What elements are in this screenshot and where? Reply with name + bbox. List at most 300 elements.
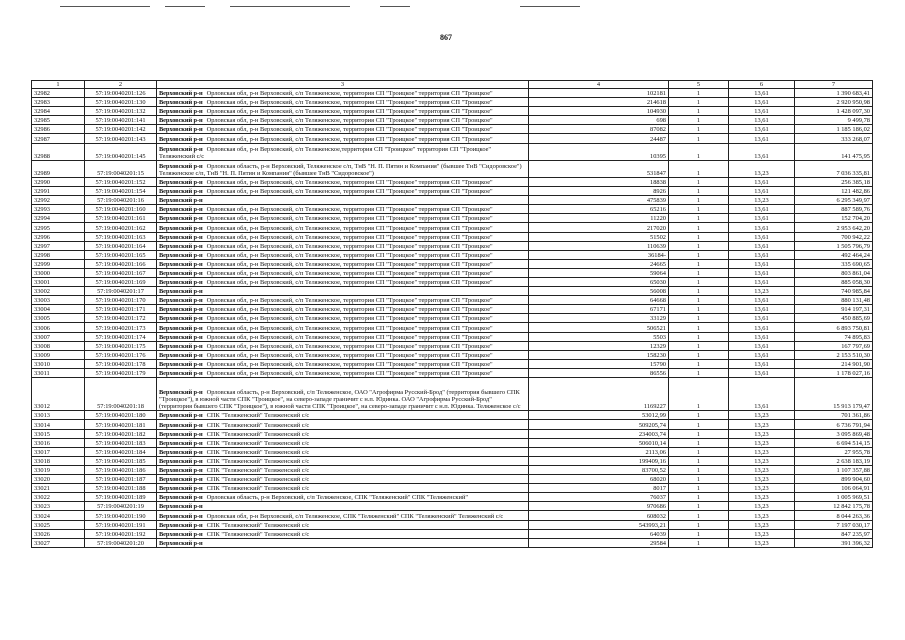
table-row <box>32 116 873 125</box>
row-number: 33007 <box>32 332 85 341</box>
area-value: 76037 <box>529 493 669 502</box>
table-row <box>32 134 873 143</box>
address-cell <box>157 538 529 547</box>
rate-value: 13,23 <box>729 493 795 502</box>
row-number: 33012 <box>32 378 85 411</box>
table-row <box>32 420 873 429</box>
count-value: 1 <box>669 511 729 520</box>
cost-value: 167 797,69 <box>795 341 873 350</box>
table-row <box>32 538 873 547</box>
address-cell <box>157 160 529 177</box>
count-value: 1 <box>669 277 729 286</box>
address-text: СПК "Теляженский" Теляженский с/с <box>206 448 310 456</box>
area-value: 29584 <box>529 538 669 547</box>
cadastral-number: 57:19:0040201:16 <box>85 196 157 205</box>
district-name: Верховский р-н <box>159 503 203 511</box>
row-number: 33019 <box>32 465 85 474</box>
cost-value: 885 058,30 <box>795 277 873 286</box>
cadastral-number: 57:19:0040201:18 <box>85 378 157 411</box>
area-value: 64668 <box>529 296 669 305</box>
row-number: 33006 <box>32 323 85 332</box>
table-row <box>32 160 873 177</box>
cadastral-number: 57:19:0040201:175 <box>85 341 157 350</box>
row-number: 32986 <box>32 125 85 134</box>
count-value: 1 <box>669 502 729 511</box>
cadastral-number: 57:19:0040201:189 <box>85 493 157 502</box>
cadastral-number: 57:19:0040201:169 <box>85 277 157 286</box>
address-cell <box>157 177 529 186</box>
table-row <box>32 429 873 438</box>
cadastral-number: 57:19:0040201:143 <box>85 134 157 143</box>
district-name: Верховский р-н <box>159 333 203 341</box>
area-value: 65216 <box>529 205 669 214</box>
area-value: 475839 <box>529 196 669 205</box>
address-text: Орловская обл, р-н Верховский, с/п Теляженское, территория СП "Троицкое" территория СП "Троицкое" <box>206 315 493 323</box>
address-text: Орловская обл, р-н Верховский, с/п Теляженское, территория СП "Троицкое" территория СП "Троицкое" <box>206 224 493 232</box>
count-value: 1 <box>669 134 729 143</box>
cost-value: 2 638 183,19 <box>795 456 873 465</box>
table-row <box>32 529 873 538</box>
address-text: Орловская область, р-н Верховский, с/п Теляженское, ОАО "Агрофирма Русский-Брод" (территория бывшего СПК "Троицкое"), в южной части СПК "Троицкое", на северо-западе граничит с н.п. Юдинка. ОАО "Агрофирма Русский-Брод" (территория бывшего СПК "Троицкое"), в южной части СПК "Троицкое", на северо-западе граничит с н.п. Юдинка. Теляженское с/с <box>159 389 521 411</box>
column-header: 6 <box>729 81 795 89</box>
cadastral-number: 57:19:0040201:126 <box>85 89 157 98</box>
address-text: Орловская обл, р-н Верховский, с/п Теляженское, территория СП "Троицкое" территория СП "Троицкое" <box>206 215 493 223</box>
cost-value: 333 268,07 <box>795 134 873 143</box>
address-cell <box>157 411 529 420</box>
area-value: 214618 <box>529 98 669 107</box>
district-name: Верховский р-н <box>159 224 203 232</box>
table-row <box>32 493 873 502</box>
count-value: 1 <box>669 359 729 368</box>
count-value: 1 <box>669 447 729 456</box>
row-number: 33026 <box>32 529 85 538</box>
cost-value: 1 390 683,41 <box>795 89 873 98</box>
table-row <box>32 259 873 268</box>
table-row <box>32 447 873 456</box>
address-cell <box>157 493 529 502</box>
address-text: Орловская обл, р-н Верховский, с/п Теляженское, территория СП "Троицкое" территория СП "Троицкое" <box>206 108 493 116</box>
rate-value: 13,61 <box>729 187 795 196</box>
row-number: 32993 <box>32 205 85 214</box>
district-name: Верховский р-н <box>159 439 203 447</box>
row-number: 33017 <box>32 447 85 456</box>
count-value: 1 <box>669 89 729 98</box>
count-value: 1 <box>669 214 729 223</box>
address-text: Орловская обл, р-н Верховский, с/п Теляженское, территория СП "Троицкое" территория СП "Троицкое" <box>206 360 493 368</box>
count-value: 1 <box>669 529 729 538</box>
address-cell <box>157 125 529 134</box>
rate-value: 13,61 <box>729 143 795 160</box>
cost-value: 899 904,60 <box>795 475 873 484</box>
cadastral-number: 57:19:0040201:132 <box>85 107 157 116</box>
address-cell <box>157 259 529 268</box>
area-value: 608032 <box>529 511 669 520</box>
column-header: 7 <box>795 81 873 89</box>
rate-value: 13,23 <box>729 411 795 420</box>
row-number: 32989 <box>32 160 85 177</box>
address-cell <box>157 89 529 98</box>
address-cell <box>157 323 529 332</box>
area-value: 86556 <box>529 368 669 377</box>
address-text: Орловская обл, р-н Верховский, с/п Теляженское, СПК "Теляженский" СПК "Теляженский" Теляженский с/с <box>206 512 504 520</box>
address-cell <box>157 465 529 474</box>
rate-value: 13,23 <box>729 465 795 474</box>
area-value: 24487 <box>529 134 669 143</box>
address-cell <box>157 359 529 368</box>
row-number: 33002 <box>32 287 85 296</box>
count-value: 1 <box>669 350 729 359</box>
address-cell <box>157 268 529 277</box>
count-value: 1 <box>669 241 729 250</box>
cost-value: 1 185 186,02 <box>795 125 873 134</box>
cost-value: 15 913 179,47 <box>795 378 873 411</box>
cadastral-number: 57:19:0040201:187 <box>85 475 157 484</box>
count-value: 1 <box>669 305 729 314</box>
column-header: 2 <box>85 81 157 89</box>
cadastral-number: 57:19:0040201:141 <box>85 116 157 125</box>
district-name: Верховский р-н <box>159 260 203 268</box>
address-cell <box>157 456 529 465</box>
area-value: 506010,14 <box>529 438 669 447</box>
table-row <box>32 368 873 377</box>
address-cell <box>157 296 529 305</box>
table-row <box>32 125 873 134</box>
district-name: Верховский р-н <box>159 279 203 287</box>
count-value: 1 <box>669 232 729 241</box>
cadastral-number: 57:19:0040201:170 <box>85 296 157 305</box>
rate-value: 13,61 <box>729 378 795 411</box>
count-value: 1 <box>669 456 729 465</box>
row-number: 33001 <box>32 277 85 286</box>
rate-value: 13,61 <box>729 259 795 268</box>
row-number: 32998 <box>32 250 85 259</box>
area-value: 698 <box>529 116 669 125</box>
address-cell <box>157 529 529 538</box>
address-text: СПК "Теляженский" Теляженский с/с <box>206 467 310 475</box>
table-row <box>32 177 873 186</box>
count-value: 1 <box>669 223 729 232</box>
count-value: 1 <box>669 296 729 305</box>
row-number: 32995 <box>32 223 85 232</box>
address-text: Орловская область, р-н Верховский, с/п Теляженское, СПК "Теляженский" СПК "Теляженский" <box>206 494 468 502</box>
address-cell <box>157 378 529 411</box>
cost-value: 740 985,84 <box>795 287 873 296</box>
table-row <box>32 438 873 447</box>
count-value: 1 <box>669 438 729 447</box>
address-text: Орловская обл, р-н Верховский, с/п Теляженское, территория СП "Троицкое" территория СП "Троицкое" <box>206 188 493 196</box>
address-text: Орловская обл, р-н Верховский, с/п Теляженское, территория СП "Троицкое" территория СП "Троицкое" <box>206 242 493 250</box>
district-name: Верховский р-н <box>159 288 203 296</box>
address-cell <box>157 305 529 314</box>
table-row <box>32 241 873 250</box>
count-value: 1 <box>669 196 729 205</box>
district-name: Верховский р-н <box>159 370 203 377</box>
area-value: 110639 <box>529 241 669 250</box>
district-name: Верховский р-н <box>159 421 203 429</box>
district-name: Верховский р-н <box>159 342 203 350</box>
count-value: 1 <box>669 107 729 116</box>
table-row <box>32 214 873 223</box>
table-row <box>32 268 873 277</box>
row-number: 33004 <box>32 305 85 314</box>
address-cell <box>157 475 529 484</box>
area-value: 970686 <box>529 502 669 511</box>
cadastral-number: 57:19:0040201:161 <box>85 214 157 223</box>
address-text: Орловская обл, р-н Верховский, с/п Теляженское, территория СП "Троицкое" территория СП "Троицкое" <box>206 269 493 277</box>
cost-value: 7 197 030,17 <box>795 520 873 529</box>
count-value: 1 <box>669 259 729 268</box>
district-name: Верховский р-н <box>159 412 203 420</box>
district-name: Верховский р-н <box>159 269 203 277</box>
row-number: 33016 <box>32 438 85 447</box>
area-value: 10395 <box>529 143 669 160</box>
address-cell <box>157 232 529 241</box>
rate-value: 13,61 <box>729 268 795 277</box>
count-value: 1 <box>669 332 729 341</box>
district-name: Верховский р-н <box>159 117 203 125</box>
address-text: Орловская обл, р-н Верховский, с/п Теляженское,территория СП "Троицкое" территория СП "Троицкое" Теляженский с/с <box>159 145 492 160</box>
rate-value: 13,23 <box>729 196 795 205</box>
table-row <box>32 98 873 107</box>
address-text: Орловская обл, р-н Верховский, с/п Теляженское, территория СП "Троицкое" территория СП "Троицкое" <box>206 99 493 107</box>
cost-value: 887 589,76 <box>795 205 873 214</box>
district-name: Верховский р-н <box>159 448 203 456</box>
cost-value: 492 464,24 <box>795 250 873 259</box>
address-cell <box>157 277 529 286</box>
district-name: Верховский р-н <box>159 99 203 107</box>
address-text: Орловская обл, р-н Верховский, с/п Теляженское, территория СП "Троицкое" территория СП "Троицкое" <box>206 90 493 98</box>
cost-value: 701 361,86 <box>795 411 873 420</box>
row-number: 33005 <box>32 314 85 323</box>
rate-value: 13,61 <box>729 177 795 186</box>
area-value: 1169227 <box>529 378 669 411</box>
row-number: 33027 <box>32 538 85 547</box>
rate-value: 13,23 <box>729 520 795 529</box>
area-value: 53012,99 <box>529 411 669 420</box>
cost-value: 6 736 791,94 <box>795 420 873 429</box>
table-row <box>32 359 873 368</box>
rate-value: 13,23 <box>729 456 795 465</box>
rate-value: 13,23 <box>729 447 795 456</box>
area-value: 56008 <box>529 287 669 296</box>
row-number: 33000 <box>32 268 85 277</box>
count-value: 1 <box>669 314 729 323</box>
cadastral-number: 57:19:0040201:192 <box>85 529 157 538</box>
address-text: Орловская обл, р-н Верховский, с/п Теляженское, территория СП "Троицкое" территория СП "Троицкое" <box>206 306 493 314</box>
address-text: Орловская обл, р-н Верховский, с/п Теляженское, территория СП "Троицкое" территория СП "Троицкое" <box>206 233 493 241</box>
rate-value: 13,23 <box>729 484 795 493</box>
count-value: 1 <box>669 420 729 429</box>
rate-value: 13,61 <box>729 98 795 107</box>
address-cell <box>157 438 529 447</box>
count-value: 1 <box>669 493 729 502</box>
cadastral-number: 57:19:0040201:182 <box>85 429 157 438</box>
address-cell <box>157 143 529 160</box>
address-text: СПК "Теляженский" Теляженский с/с <box>206 485 310 493</box>
area-value: 104930 <box>529 107 669 116</box>
rate-value: 13,61 <box>729 116 795 125</box>
address-text: СПК "Теляженский" Теляженский с/с <box>206 530 310 538</box>
cost-value: 106 064,91 <box>795 484 873 493</box>
address-text: Орловская обл, р-н Верховский, с/п Теляженское, территория СП "Троицкое" территория СП "Троицкое" <box>206 179 493 187</box>
address-cell <box>157 223 529 232</box>
table-row <box>32 484 873 493</box>
count-value: 1 <box>669 378 729 411</box>
address-cell <box>157 502 529 511</box>
count-value: 1 <box>669 341 729 350</box>
cadastral-number: 57:19:0040201:160 <box>85 205 157 214</box>
row-number: 32994 <box>32 214 85 223</box>
count-value: 1 <box>669 250 729 259</box>
land-plots-table <box>31 80 873 548</box>
area-value: 234003,74 <box>529 429 669 438</box>
address-text: СПК "Теляженский" Теляженский с/с <box>206 439 310 447</box>
count-value: 1 <box>669 368 729 377</box>
cadastral-number: 57:19:0040201:176 <box>85 350 157 359</box>
area-value: 87082 <box>529 125 669 134</box>
cadastral-number: 57:19:0040201:152 <box>85 177 157 186</box>
table-row <box>32 232 873 241</box>
table-row <box>32 350 873 359</box>
cost-value: 391 396,32 <box>795 538 873 547</box>
district-name: Верховский р-н <box>159 351 203 359</box>
district-name: Верховский р-н <box>159 324 203 332</box>
cadastral-number: 57:19:0040201:184 <box>85 447 157 456</box>
count-value: 1 <box>669 411 729 420</box>
address-text: СПК "Теляженский" Теляженский с/с <box>206 521 310 529</box>
table-row <box>32 520 873 529</box>
table-row <box>32 287 873 296</box>
row-number: 33013 <box>32 411 85 420</box>
rate-value: 13,61 <box>729 250 795 259</box>
district-name: Верховский р-н <box>159 90 203 98</box>
column-header: 3 <box>157 81 529 89</box>
cost-value: 1 505 796,79 <box>795 241 873 250</box>
area-value: 509205,74 <box>529 420 669 429</box>
district-name: Верховский р-н <box>159 126 203 134</box>
row-number: 33021 <box>32 484 85 493</box>
rate-value: 13,23 <box>729 511 795 520</box>
district-name: Верховский р-н <box>159 512 203 520</box>
cost-value: 7 036 335,81 <box>795 160 873 177</box>
cadastral-number: 57:19:0040201:171 <box>85 305 157 314</box>
table-row <box>32 314 873 323</box>
cadastral-number: 57:19:0040201:186 <box>85 465 157 474</box>
rate-value: 13,23 <box>729 538 795 547</box>
cadastral-number: 57:19:0040201:178 <box>85 359 157 368</box>
district-name: Верховский р-н <box>159 162 203 170</box>
district-name: Верховский р-н <box>159 530 203 538</box>
cost-value: 6 694 514,15 <box>795 438 873 447</box>
rate-value: 13,23 <box>729 475 795 484</box>
cadastral-number: 57:19:0040201:172 <box>85 314 157 323</box>
row-number: 33022 <box>32 493 85 502</box>
district-name: Верховский р-н <box>159 197 203 205</box>
rate-value: 13,61 <box>729 277 795 286</box>
district-name: Верховский р-н <box>159 135 203 143</box>
rate-value: 13,23 <box>729 438 795 447</box>
count-value: 1 <box>669 465 729 474</box>
cost-value: 3 095 869,48 <box>795 429 873 438</box>
count-value: 1 <box>669 538 729 547</box>
row-number: 32984 <box>32 107 85 116</box>
rate-value: 13,61 <box>729 89 795 98</box>
cadastral-number: 57:19:0040201:166 <box>85 259 157 268</box>
table-row <box>32 332 873 341</box>
cadastral-number: 57:19:0040201:145 <box>85 143 157 160</box>
address-text: Орловская обл, р-н Верховский, с/п Теляженское, территория СП "Троицкое" территория СП "Троицкое" <box>206 370 493 377</box>
district-name: Верховский р-н <box>159 521 203 529</box>
cost-value: 880 131,48 <box>795 296 873 305</box>
cost-value: 335 690,65 <box>795 259 873 268</box>
cadastral-number: 57:19:0040201:15 <box>85 160 157 177</box>
district-name: Верховский р-н <box>159 476 203 484</box>
cost-value: 12 842 175,78 <box>795 502 873 511</box>
count-value: 1 <box>669 287 729 296</box>
area-value: 51502 <box>529 232 669 241</box>
district-name: Верховский р-н <box>159 360 203 368</box>
row-number: 33010 <box>32 359 85 368</box>
address-text: СПК "Теляженский" Теляженский с/с <box>206 476 310 484</box>
rate-value: 13,61 <box>729 107 795 116</box>
cost-value: 27 955,78 <box>795 447 873 456</box>
cost-value: 6 295 349,97 <box>795 196 873 205</box>
row-number: 32997 <box>32 241 85 250</box>
area-value: 5503 <box>529 332 669 341</box>
column-header: 1 <box>32 81 85 89</box>
cadastral-number: 57:19:0040201:179 <box>85 368 157 377</box>
address-text: Орловская обл, р-н Верховский, с/п Теляженское, территория СП "Троицкое" территория СП "Троицкое" <box>206 117 493 125</box>
count-value: 1 <box>669 187 729 196</box>
district-name: Верховский р-н <box>159 539 203 547</box>
area-value: 68020 <box>529 475 669 484</box>
cadastral-number: 57:19:0040201:190 <box>85 511 157 520</box>
address-cell <box>157 250 529 259</box>
row-number: 32987 <box>32 134 85 143</box>
count-value: 1 <box>669 429 729 438</box>
address-text: СПК "Теляженский" Теляженский с/с <box>206 457 310 465</box>
cadastral-number: 57:19:0040201:142 <box>85 125 157 134</box>
district-name: Верховский р-н <box>159 315 203 323</box>
count-value: 1 <box>669 98 729 107</box>
address-text: Орловская область, р-н Верховский, Теляженское с/п, ТнВ "Н. П. Пятин и Компания" (бывшее ТнВ "Сидоровское") Теляженское с/п, ТнВ "Н. П. Пятин и Компания" (бывшее ТнВ "Сидоровское") <box>159 162 522 177</box>
count-value: 1 <box>669 177 729 186</box>
row-number: 32999 <box>32 259 85 268</box>
table-row <box>32 341 873 350</box>
rate-value: 13,61 <box>729 232 795 241</box>
row-number: 32982 <box>32 89 85 98</box>
cadastral-number: 57:19:0040201:154 <box>85 187 157 196</box>
cadastral-number: 57:19:0040201:191 <box>85 520 157 529</box>
cost-value: 847 235,97 <box>795 529 873 538</box>
area-value: 531847 <box>529 160 669 177</box>
row-number: 33020 <box>32 475 85 484</box>
cadastral-number: 57:19:0040201:181 <box>85 420 157 429</box>
address-cell <box>157 520 529 529</box>
row-number: 33015 <box>32 429 85 438</box>
row-number: 32990 <box>32 177 85 186</box>
address-cell <box>157 350 529 359</box>
address-text: Орловская обл, р-н Верховский, с/п Теляженское, территория СП "Троицкое" территория СП "Троицкое" <box>206 251 493 259</box>
row-number: 33025 <box>32 520 85 529</box>
cadastral-number: 57:19:0040201:183 <box>85 438 157 447</box>
district-name: Верховский р-н <box>159 188 203 196</box>
cost-value: 1 107 357,88 <box>795 465 873 474</box>
table-row <box>32 223 873 232</box>
count-value: 1 <box>669 143 729 160</box>
row-number: 32992 <box>32 196 85 205</box>
cost-value: 2 153 510,30 <box>795 350 873 359</box>
